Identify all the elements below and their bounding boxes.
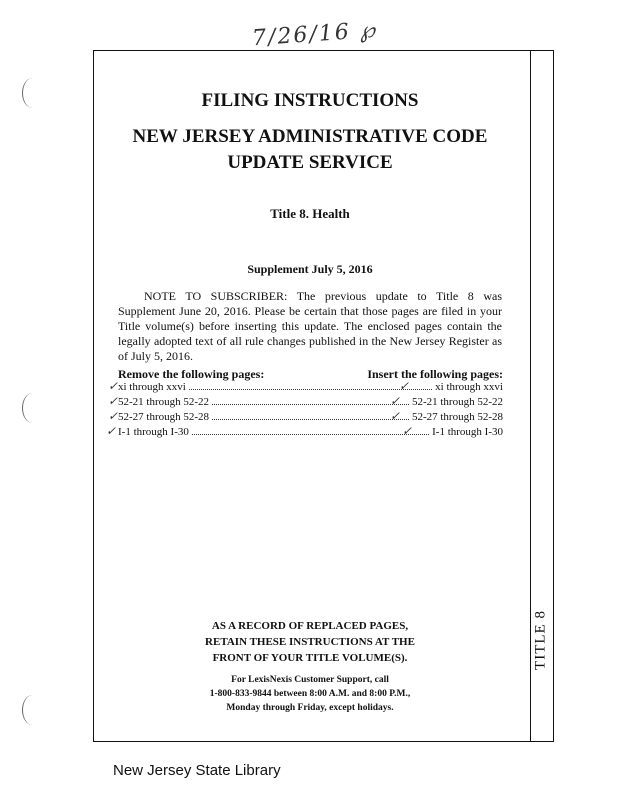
remove-range: 52-27 through 52-28 [118,411,210,423]
checkmark-icon: ✓ [399,379,410,393]
page-row [118,410,503,423]
remove-range: I-1 through I-30 [118,426,189,438]
punch-hole-bottom [22,695,43,725]
dot-leader [212,410,409,420]
checkmark-icon: ✓ [106,424,117,438]
insert-range: I-1 through I-30 [432,426,503,438]
subscriber-note: NOTE TO SUBSCRIBER: The previous update to Title 8 was Supplement June 20, 2016. Please be certain that those pages are filed in your Title volume(s) before inserting this update. The enclosed pages contain the legally adopted text of all rule changes published in the New Jersey Register as of July 5, 2016. [118,289,502,363]
dot-leader [212,395,409,405]
insert-range: 52-27 through 52-28 [411,411,503,423]
insert-range: xi through xxvi [435,381,503,393]
checkmark-icon: ✓ [108,409,119,423]
checkmark-icon: ✓ [402,424,413,438]
dot-leader [192,425,429,435]
handwritten-date: 7/26/16 ℘ [251,17,378,52]
record-line: FRONT OF YOUR TITLE VOLUME(S). [212,652,408,664]
checkmark-icon: ✓ [390,409,401,423]
update-service-heading: UPDATE SERVICE [227,152,393,173]
remove-heading: Remove the following pages: [118,367,265,381]
title-tab-label: TITLE 8 [532,610,549,670]
library-stamp: New Jersey State Library [113,762,281,779]
remove-range: 52-21 through 52-22 [118,396,210,408]
remove-range: xi through xxvi [118,381,186,393]
record-notice [120,618,500,666]
punch-hole-middle [22,393,43,423]
checkmark-icon: ✓ [108,379,119,393]
checkmark-icon: ✓ [108,394,119,408]
support-line: Monday through Friday, except holidays. [226,703,394,713]
record-line: AS A RECORD OF REPLACED PAGES, [211,620,409,632]
punch-hole-top [22,78,43,108]
customer-support-info [120,673,500,715]
dot-leader [189,380,432,390]
support-line: For LexisNexis Customer Support, call [231,675,389,685]
record-line: RETAIN THESE INSTRUCTIONS AT THE [205,636,415,648]
checkmark-icon: ✓ [390,394,401,408]
filing-instructions-heading: FILING INSTRUCTIONS [201,90,419,111]
page-row [118,425,503,438]
supplement-date: Supplement July 5, 2016 [247,262,373,276]
page-row [118,395,503,408]
insert-heading: Insert the following pages: [367,367,503,381]
page-row [118,380,503,393]
support-line: 1-800-833-9844 between 8:00 A.M. and 8:00 P.M., [209,689,411,699]
insert-range: 52-21 through 52-22 [411,396,503,408]
title-name: Title 8. Health [270,206,350,221]
code-heading: NEW JERSEY ADMINISTRATIVE CODE [132,126,488,147]
